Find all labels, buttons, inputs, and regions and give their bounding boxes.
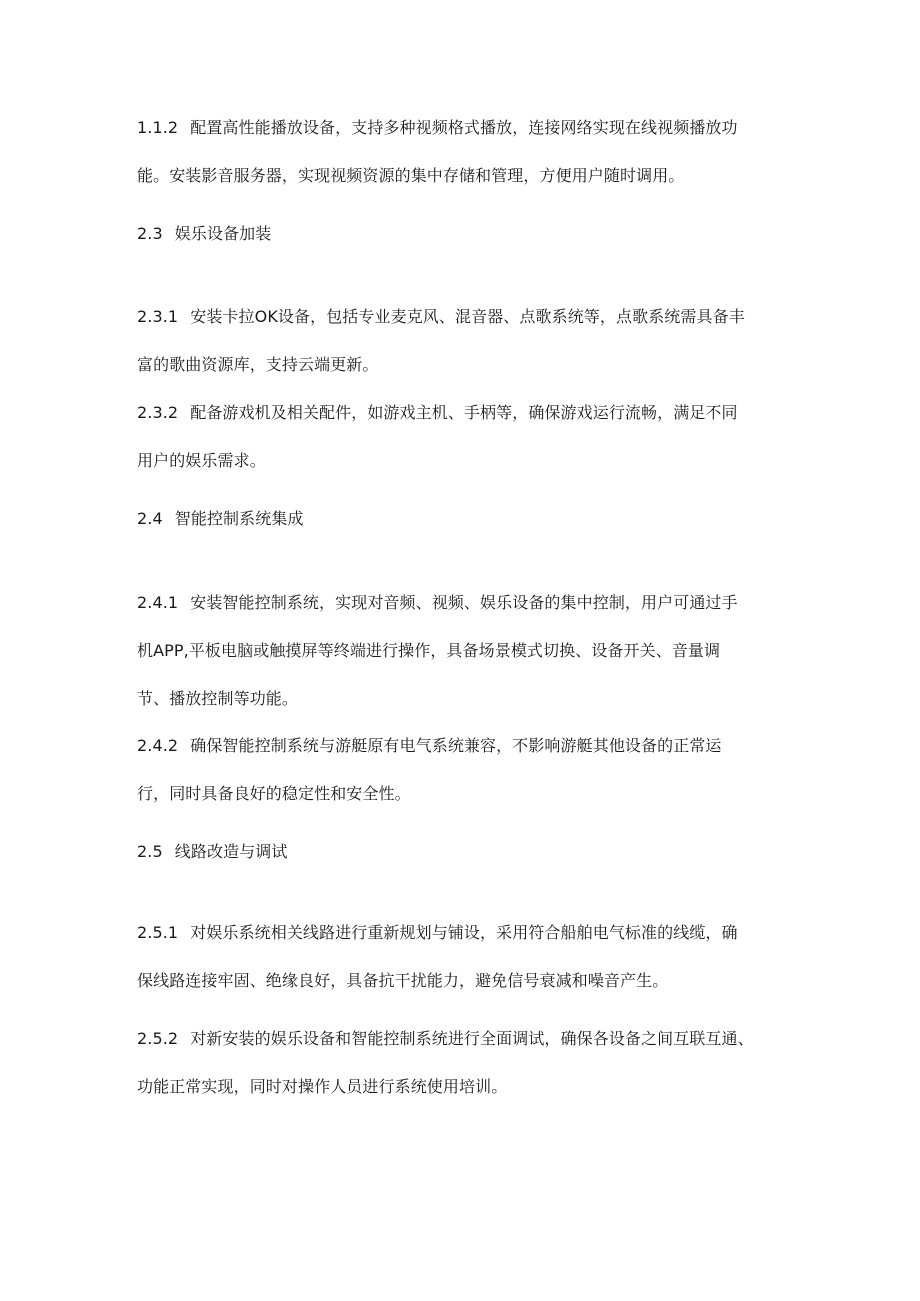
paragraph-text: 配备游戏机及相关配件，如游戏主机、手柄等，确保游戏运行流畅，满足不同 [190,403,738,422]
section-number: 2.4 [137,509,163,528]
paragraph-text: 对娱乐系统相关线路进行重新规划与铺设，采用符合船舶电气标准的线缆，确 [190,923,738,942]
paragraph-text: 安装卡拉OK设备，包括专业麦克风、混音器、点歌系统等，点歌系统需具备丰 [190,307,745,326]
heading-text: 智能控制系统集成 [174,509,304,528]
paragraph-2-5-1-line-1 [137,923,738,943]
paragraph-2-3-2-line-1 [137,403,738,423]
paragraph-2-5-1-line-2: 保线路连接牢固、绝缘良好，具备抗干扰能力，避免信号衰减和噪音产生。 [137,971,669,990]
paragraph-1-1-2-line-1 [137,118,738,138]
paragraph-2-4-2-line-1 [137,736,722,756]
section-number: 2.4.1 [137,593,179,612]
paragraph-2-5-2-line-2: 功能正常实现，同时对操作人员进行系统使用培训。 [137,1077,508,1096]
section-number: 2.3.1 [137,307,179,326]
paragraph-text: 配置高性能播放设备，支持多种视频格式播放，连接网络实现在线视频播放功 [190,118,738,137]
section-number: 2.5.1 [137,923,179,942]
paragraph-2-3-1-line-1 [137,307,745,327]
paragraph-2-5-2-line-1 [137,1029,754,1049]
section-number: 2.3.2 [137,403,179,422]
heading-text: 线路改造与调试 [174,842,288,861]
heading-text: 娱乐设备加装 [174,224,272,243]
section-number: 1.1.2 [137,118,179,137]
paragraph-2-3-2-line-2: 用户的娱乐需求。 [137,451,266,470]
heading-2-3 [137,224,271,244]
paragraph-2-4-1-line-1 [137,593,738,613]
paragraph-2-4-1-line-3: 节、播放控制等功能。 [137,689,299,708]
paragraph-2-4-2-line-2: 行，同时具备良好的稳定性和安全性。 [137,784,411,803]
paragraph-1-1-2-line-2: 能。安装影音服务器，实现视频资源的集中存储和管理，方便用户随时调用。 [137,166,685,185]
paragraph-2-3-1-line-2: 富的歌曲资源库，支持云端更新。 [137,355,379,374]
heading-2-4 [137,509,304,529]
section-number: 2.5.2 [137,1029,179,1048]
paragraph-text: 对新安装的娱乐设备和智能控制系统进行全面调试，确保各设备之间互联互通、 [190,1029,754,1048]
paragraph-2-4-1-line-2: 机APP,平板电脑或触摸屏等终端进行操作，具备场景模式切换、设备开关、音量调 [137,641,721,660]
section-number: 2.5 [137,842,163,861]
paragraph-text: 安装智能控制系统，实现对音频、视频、娱乐设备的集中控制，用户可通过手 [190,593,738,612]
heading-2-5 [137,842,287,862]
section-number: 2.4.2 [137,736,179,755]
section-number: 2.3 [137,224,163,243]
paragraph-text: 确保智能控制系统与游艇原有电气系统兼容，不影响游艇其他设备的正常运 [190,736,722,755]
